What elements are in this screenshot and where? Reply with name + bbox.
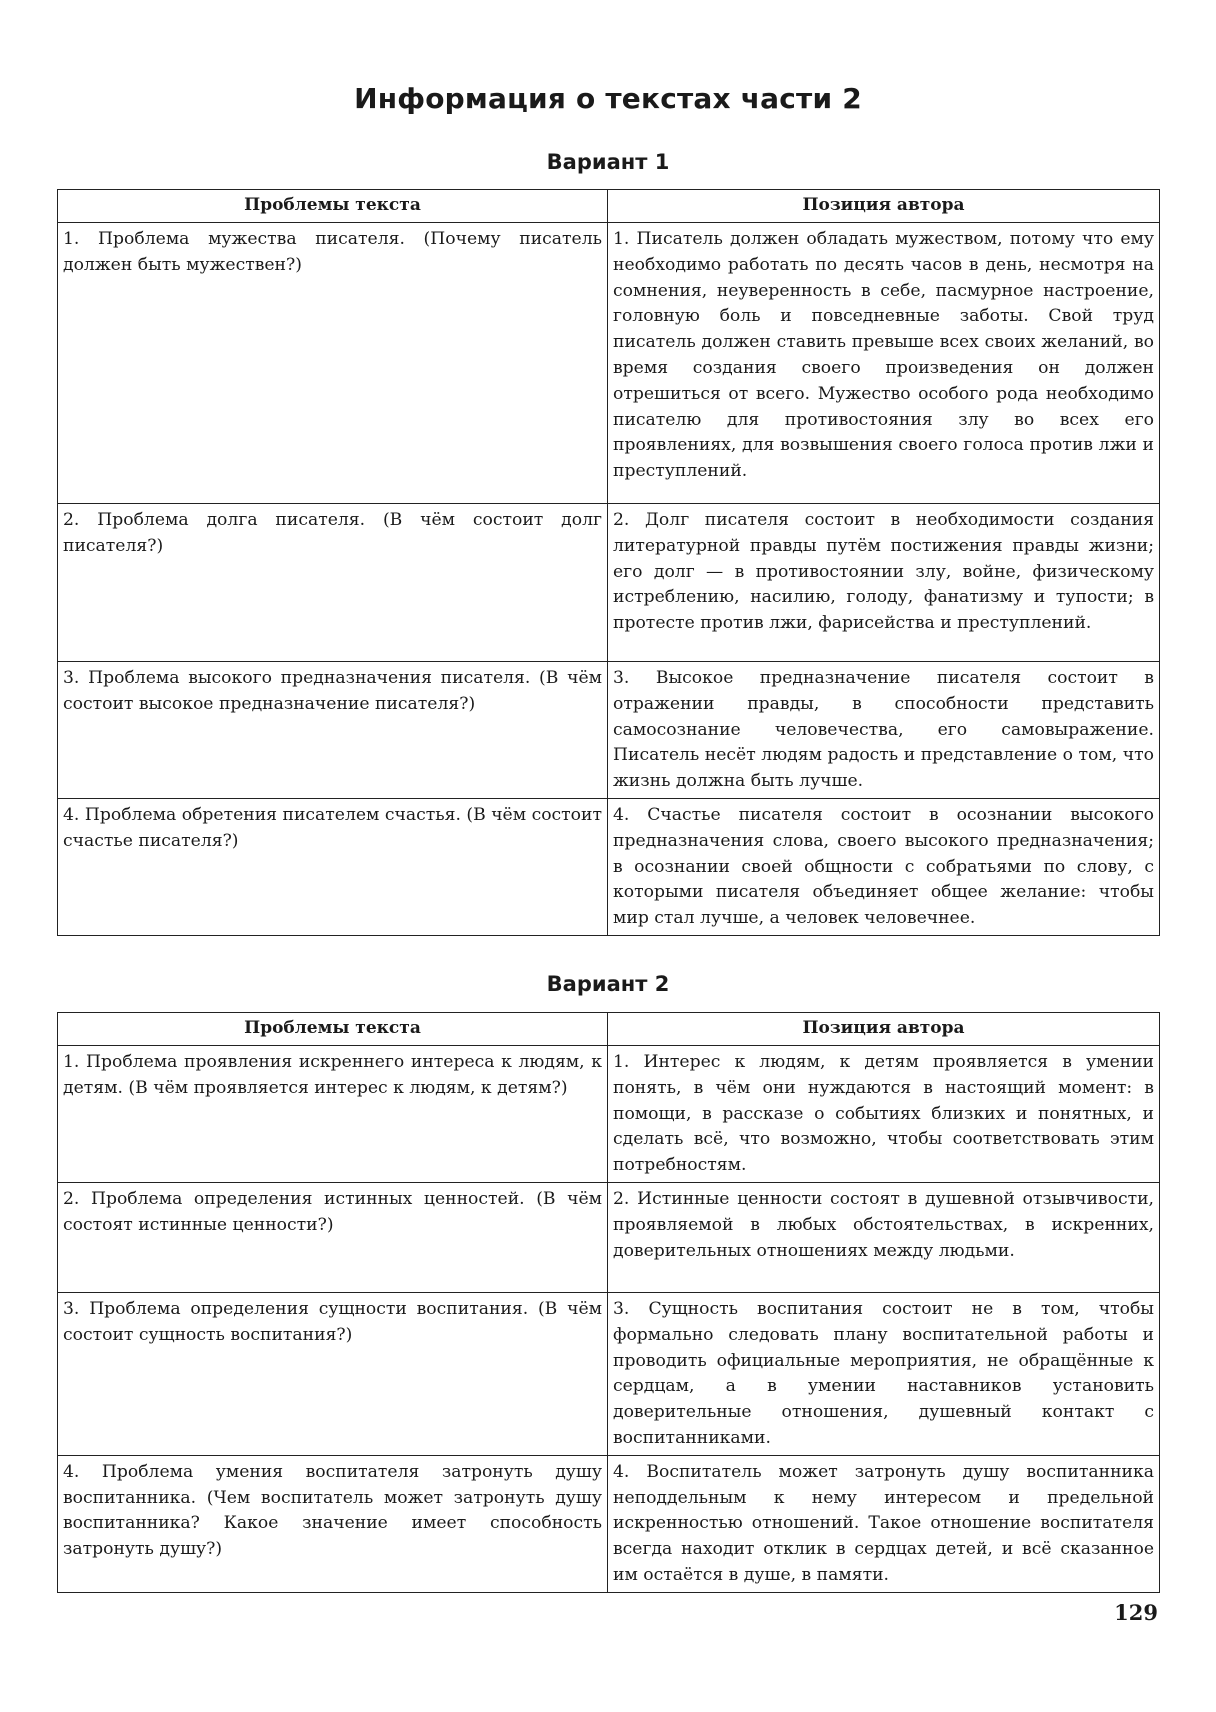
table-header-row: [58, 1013, 1160, 1046]
position-cell: 4. Счастье писателя состоит в осознании высокого предназначения слова, своего высокого предназначения; в осознании своей общности с собратьями по слову, с которыми писателя объединяет общее желание: чтобы мир стал лучше, а человек человечнее.: [608, 798, 1160, 935]
table-row: [58, 1292, 1160, 1455]
position-cell: 2. Истинные ценности состоят в душевной отзывчивости, проявляемой в любых обстоятельствах, в искренних, доверительных отношениях между людьми.: [608, 1182, 1160, 1292]
table-row: [58, 1455, 1160, 1592]
position-cell: 3. Сущность воспитания состоит не в том, чтобы формально следовать плану воспитательной работы и проводить официальные мероприятия, не обращённые к сердцам, а в умении наставников установить доверительные отношения, душевный контакт с воспитанниками.: [608, 1292, 1160, 1455]
variant-1-heading: Вариант 1: [546, 150, 670, 174]
problem-cell: 1. Проблема мужества писателя. (Почему писатель должен быть мужествен?): [58, 223, 608, 504]
variant-1-table: [57, 189, 1160, 936]
problem-cell: 3. Проблема высокого предназначения писателя. (В чём состоит высокое предназначение писателя?): [58, 662, 608, 799]
column-header-author-position: Позиция автора: [608, 190, 1160, 223]
page-title: Информация о текстах части 2: [354, 82, 862, 115]
column-header-problems: Проблемы текста: [58, 1013, 608, 1046]
position-cell: 4. Воспитатель может затронуть душу воспитанника неподдельным к нему интересом и предельной искренностью отношений. Такое отношение воспитателя всегда находит отклик в сердцах детей, и всё сказанное им остаётся в душе, в памяти.: [608, 1455, 1160, 1592]
table-row: [58, 223, 1160, 504]
column-header-problems: Проблемы текста: [58, 190, 608, 223]
page-number: 129: [1114, 1600, 1158, 1625]
table-row: [58, 798, 1160, 935]
problem-cell: 2. Проблема определения истинных ценностей. (В чём состоят истинные ценности?): [58, 1182, 608, 1292]
position-cell: 1. Писатель должен обладать мужеством, потому что ему необходимо работать по десять часов в день, несмотря на сомнения, неуверенность в себе, пасмурное настроение, головную боль и повседневные заботы. Свой труд писатель должен ставить превыше всех своих желаний, во время создания своего произведения он должен отрешиться от всего. Мужество особого рода необходимо писателю для противостояния злу во всех его проявлениях, для возвышения своего голоса против лжи и преступлений.: [608, 223, 1160, 504]
problem-cell: 2. Проблема долга писателя. (В чём состоит долг писателя?): [58, 504, 608, 662]
table-header-row: [58, 190, 1160, 223]
position-cell: 1. Интерес к людям, к детям проявляется в умении понять, в чём они нуждаются в настоящий момент: в помощи, в рассказе о событиях близких и понятных, и сделать всё, что возможно, чтобы соответствовать этим потребностям.: [608, 1046, 1160, 1183]
position-cell: 3. Высокое предназначение писателя состоит в отражении правды, в способности представить самосознание человечества, его самовыражение. Писатель несёт людям радость и представление о том, что жизнь должна быть лучше.: [608, 662, 1160, 799]
table-row: [58, 662, 1160, 799]
column-header-author-position: Позиция автора: [608, 1013, 1160, 1046]
problem-cell: 4. Проблема умения воспитателя затронуть душу воспитанника. (Чем воспитатель может затронуть душу воспитанника? Какое значение имеет способность затронуть душу?): [58, 1455, 608, 1592]
table-row: [58, 1182, 1160, 1292]
table-row: [58, 1046, 1160, 1183]
problem-cell: 1. Проблема проявления искреннего интереса к людям, к детям. (В чём проявляется интерес к людям, к детям?): [58, 1046, 608, 1183]
problem-cell: 3. Проблема определения сущности воспитания. (В чём состоит сущность воспитания?): [58, 1292, 608, 1455]
position-cell: 2. Долг писателя состоит в необходимости создания литературной правды путём постижения правды жизни; его долг — в противостоянии злу, войне, физическому истреблению, насилию, голоду, фанатизму и тупости; в протесте против лжи, фарисейства и преступлений.: [608, 504, 1160, 662]
variant-2-heading: Вариант 2: [546, 972, 670, 996]
problem-cell: 4. Проблема обретения писателем счастья. (В чём состоит счастье писателя?): [58, 798, 608, 935]
table-row: [58, 504, 1160, 662]
variant-2-table: [57, 1012, 1160, 1593]
